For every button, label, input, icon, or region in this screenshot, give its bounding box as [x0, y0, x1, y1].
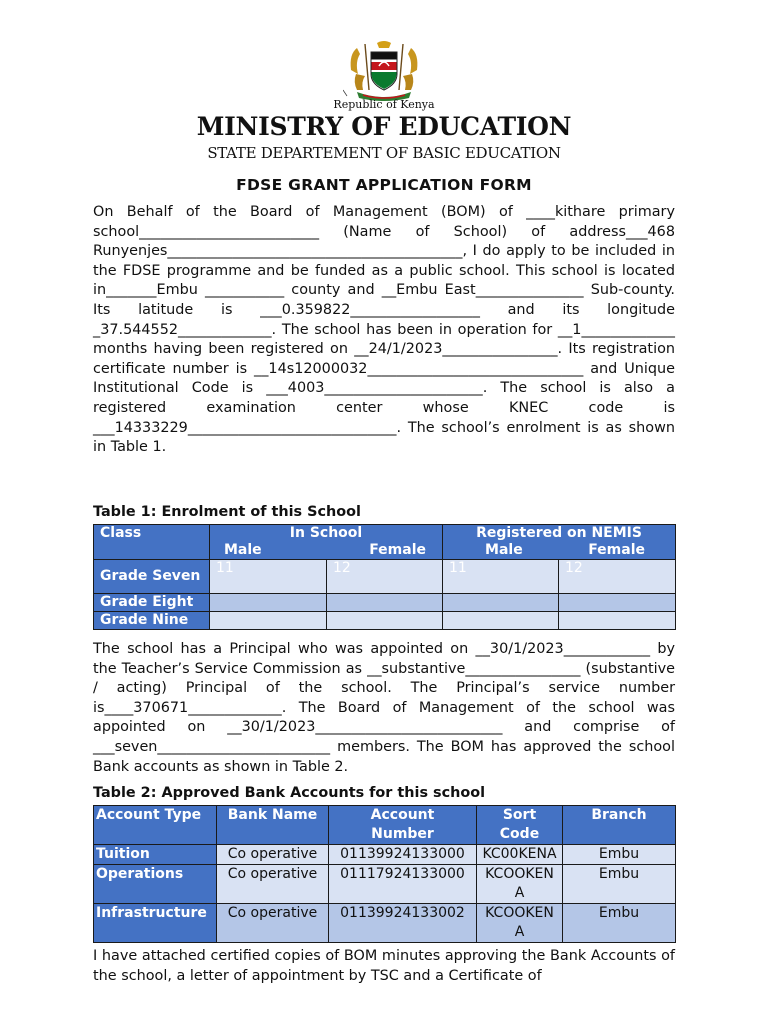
branch-cell: Embu — [563, 865, 676, 904]
table-row — [94, 594, 676, 612]
republic-label: Republic of Kenya — [333, 98, 435, 111]
table-row — [94, 865, 676, 904]
row-label: Grade Eight — [94, 594, 210, 612]
table2-caption: Table 2: Approved Bank Accounts for this school — [93, 785, 486, 801]
ministry-title: MINISTRY OF EDUCATION — [196, 112, 572, 141]
in-school-header — [210, 525, 443, 560]
nemis-label: Registered on NEMIS — [476, 525, 642, 541]
principal-paragraph: The school has a Principal who was appointed on __30/1/2023____________ by the Teacher’s Service Commission as __substantive________________ (substantive / acting) Principal of the school. The Principal’s service number is____370671_____________. The Board of Management of the school was appointed on __30/1/2023__________________________ and comprise of ___seven________________________ members. The BOM has approved the school Bank accounts as shown in Table 2. — [93, 641, 675, 775]
bank-name-cell: Co operative — [217, 904, 329, 943]
in-school-male-header: Male — [224, 542, 262, 559]
enrolment-table — [93, 524, 676, 630]
table-cell — [327, 612, 443, 630]
table-cell: 12 — [559, 560, 676, 594]
account-type-cell: Operations — [94, 865, 217, 904]
table-row — [94, 612, 676, 630]
in-school-female-header: Female — [369, 542, 427, 559]
table-cell — [210, 594, 327, 612]
sort-code-cell: KCOOKENA — [477, 904, 563, 943]
form-title: FDSE GRANT APPLICATION FORM — [236, 176, 532, 194]
kenya-coat-of-arms-icon — [343, 40, 425, 102]
table2-header-row — [94, 806, 676, 845]
table-cell — [443, 612, 559, 630]
closing-paragraph: I have attached certified copies of BOM minutes approving the Bank Accounts of the school, a letter of appointment by TSC and a Certificate of — [93, 948, 675, 984]
nemis-female-header: Female — [588, 542, 646, 558]
branch-cell: Embu — [563, 904, 676, 943]
account-type-cell: Tuition — [94, 845, 217, 865]
table-row — [94, 845, 676, 865]
table-cell: 11 — [443, 560, 559, 594]
table-cell — [210, 612, 327, 630]
row-label: Grade Nine — [94, 612, 210, 630]
table-row — [94, 904, 676, 943]
table-cell — [443, 594, 559, 612]
bank-name-cell: Co operative — [217, 865, 329, 904]
table-cell: 11 — [210, 560, 327, 594]
table1-caption: Table 1: Enrolment of this School — [93, 504, 361, 520]
intro-paragraph: On Behalf of the Board of Management (BOM) of ____kithare primary school_________________________ (Name of School) of address___468 Runyenjes_________________________________________, I do apply to be included in the FDSE programme and be funded as a public school. This school is located in_______Embu ___________ county and __Embu East_______________ Sub-county. Its latitude is ___0.359822__________________ and its longitude _37.544552_____________. The school has been in operation for __1_____________ months having been registered on __24/1/2023________________. Its registration certificate number is __14s12000032______________________________ and Unique Institutional Code is ___4003______________________. The school is also a registered examination center whose KNEC code is ___14333229_____________________________. The school’s enrolment is as shown in Table 1. — [93, 204, 675, 456]
account-type-cell: Infrastructure — [94, 904, 217, 943]
table-cell: 12 — [327, 560, 443, 594]
in-school-label: In School — [289, 525, 363, 542]
table-row — [94, 560, 676, 594]
branch-header: Branch — [563, 806, 676, 845]
sort-code-cell: KCOOKENA — [477, 865, 563, 904]
sort-code-cell: KC00KENA — [477, 845, 563, 865]
account-number-header: Account Number — [329, 806, 477, 845]
account-number-cell: 01139924133002 — [329, 904, 477, 943]
account-type-header: Account Type — [94, 806, 217, 845]
in-school-subheaders — [216, 542, 436, 559]
nemis-male-header: Male — [485, 542, 523, 558]
bank-name-cell: Co operative — [217, 845, 329, 865]
branch-cell: Embu — [563, 845, 676, 865]
row-label: Grade Seven — [94, 560, 210, 594]
nemis-subheaders — [449, 542, 669, 559]
sort-code-header: Sort Code — [477, 806, 563, 845]
department-title: STATE DEPARTEMENT OF BASIC EDUCATION — [207, 144, 561, 162]
account-number-cell: 01139924133000 — [329, 845, 477, 865]
table1-header-row — [94, 525, 676, 560]
account-number-cell: 01117924133000 — [329, 865, 477, 904]
nemis-header — [443, 525, 676, 560]
bank-accounts-table — [93, 805, 676, 943]
table-cell — [327, 594, 443, 612]
class-header: Class — [94, 525, 210, 560]
table-cell — [559, 594, 676, 612]
bank-name-header: Bank Name — [217, 806, 329, 845]
table-cell — [559, 612, 676, 630]
